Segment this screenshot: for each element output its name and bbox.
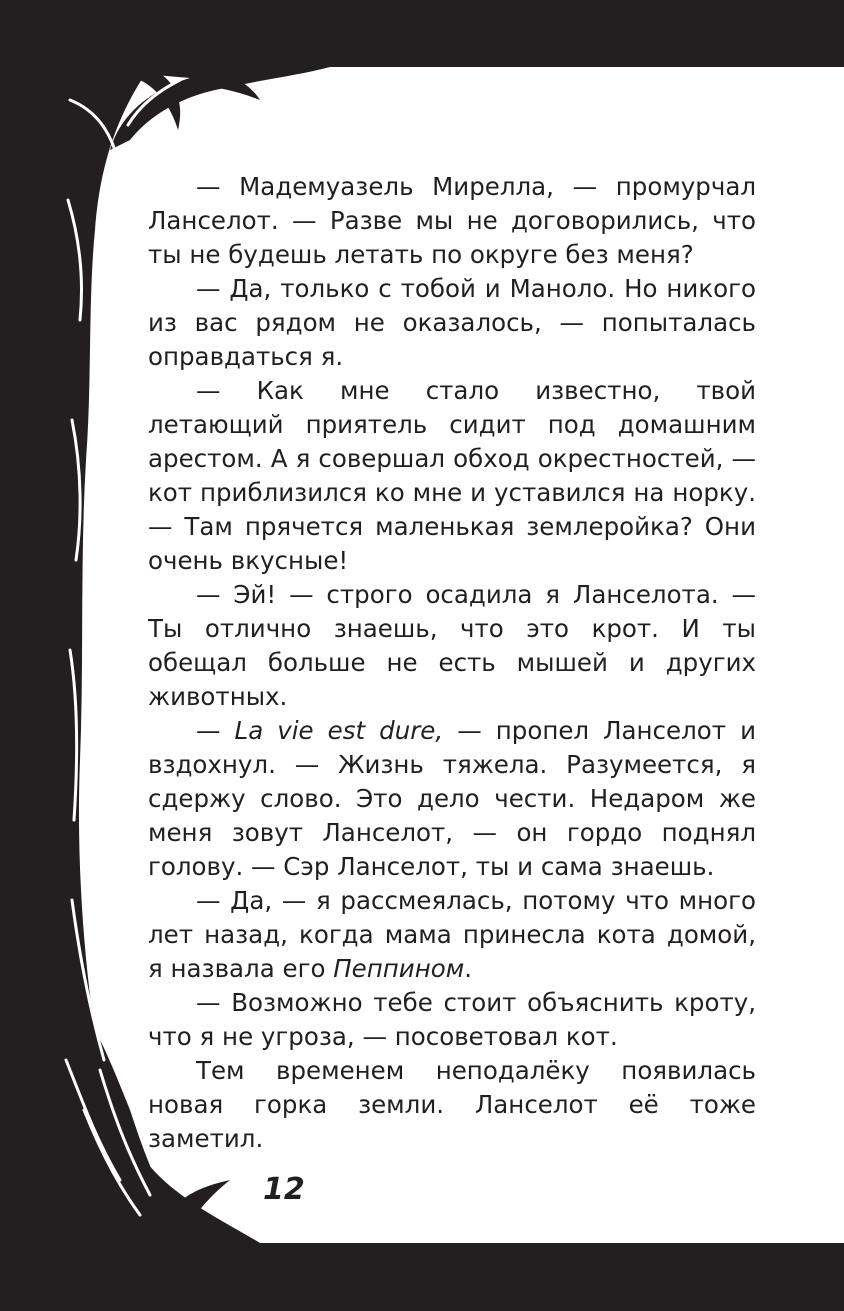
paragraph-lead: — Да, — я рассмеялась, потому что много лет назад, когда мама принесла кота домой, я назвала его: [148, 886, 756, 983]
paragraph: — Мадемуазель Мирелла, — промурчал Ланселот. — Разве мы не договорились, что ты не будешь летать по округе без меня?: [148, 172, 756, 269]
body-text: [148, 170, 756, 1156]
italic-phrase: — La vie est dure,: [196, 716, 444, 745]
page-number: 12: [263, 1172, 305, 1207]
paragraph-rest: — пропел Ланселот и вздохнул. — Жизнь тяжела. Разумеется, я сдержу слово. Это дело чести. Недаром же меня зовут Ланселот, — он гордо поднял голову. — Сэр Ланселот, ты и сама знаешь.: [148, 716, 756, 881]
paragraph-french-quote: [148, 714, 756, 884]
paragraph: Тем временем неподалёку появилась новая горка земли. Ланселот её тоже заметил.: [148, 1056, 756, 1153]
paragraph-tail: .: [464, 954, 472, 983]
italic-name: Пеппином: [333, 954, 465, 983]
paragraph-name-reveal: [148, 884, 756, 986]
paragraph: — Как мне стало известно, твой летающий приятель сидит под домашним арестом. А я совершал обход окрестностей, — кот приблизился ко мне и уставился на норку. — Там прячется маленькая землеройка? Они очень вкусные!: [148, 376, 756, 575]
paragraph: — Эй! — строго осадила я Ланселота. — Ты отлично знаешь, что это крот. И ты обещал больше не есть мышей и других животных.: [148, 580, 756, 711]
paragraph: — Возможно тебе стоит объяснить кроту, что я не угроза, — посоветовал кот.: [148, 988, 756, 1051]
paragraph: — Да, только с тобой и Маноло. Но никого из вас рядом не оказалось, — попыталась оправдаться я.: [148, 274, 756, 371]
